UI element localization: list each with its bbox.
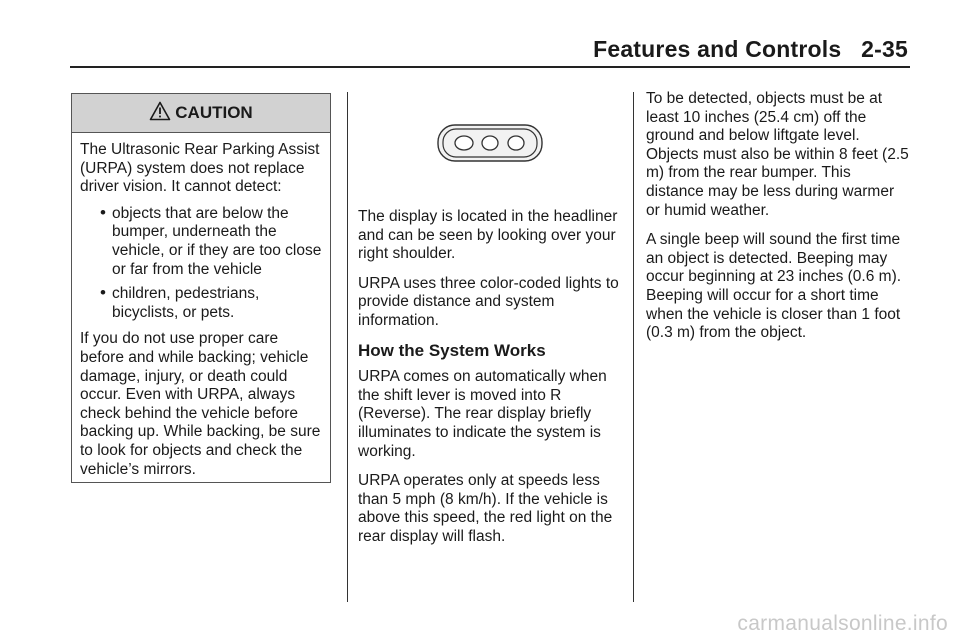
caution-label: CAUTION [175,103,253,122]
section-heading: How the System Works [358,340,546,360]
detection-range-text: To be detected, objects must be at least 10 inches (25.4 cm) off the ground and below liftgate level. Objects must also be within 8 feet (2.5 m) from the rear bumper. This distance may be less during warmer or humid weather. [646,90,909,219]
caution-intro: The Ultrasonic Rear Parking Assist (URPA) system does not replace driver vision. It cannot detect: [80,141,320,196]
caution-box [71,93,331,483]
header-title-line [593,36,908,63]
display-location-text: The display is located in the headliner and can be seen by looking over your right shoulder. [358,208,618,263]
page-number: 2-35 [861,36,908,62]
beep-info-text: A single beep will sound the first time an object is detected. Beeping may occur beginning at 23 inches (0.6 m). Beeping will occur for a short time when the vehicle is closer than 1 foot (0.3 m) from the object. [646,231,902,342]
caution-closing: If you do not use proper care before and while backing; vehicle damage, injury, or death could occur. Even with URPA, always check behind the vehicle before backing up. While backing, be sure to look for objects and check the vehicle’s mirrors. [80,330,321,478]
caution-body [72,133,330,479]
middle-column [358,208,626,558]
page-header [70,36,910,68]
list-item: • children, pedestrians, bicyclists, or pets. [80,285,322,322]
speed-limit-text: URPA operates only at speeds less than 5 mph (8 km/h). If the vehicle is above this speed, the red light on the rear display will flash. [358,472,613,545]
urpa-display-icon [437,124,543,162]
system-activation-text: URPA comes on automatically when the shift lever is moved into R (Reverse). The rear display briefly illuminates to indicate the system is working. [358,368,607,460]
caution-header [72,94,330,133]
caution-list [80,205,322,323]
lights-info-text: URPA uses three color-coded lights to provide distance and system information. [358,274,619,329]
column-divider [347,92,348,602]
column-divider [633,92,634,602]
list-item: • objects that are below the bumper, underneath the vehicle, or if they are too close or far from the vehicle [80,205,322,279]
caution-triangle-icon [149,101,171,121]
section-title: Features and Controls [593,36,842,62]
right-column [646,90,910,354]
watermark: carmanualsonline.info [737,612,948,635]
